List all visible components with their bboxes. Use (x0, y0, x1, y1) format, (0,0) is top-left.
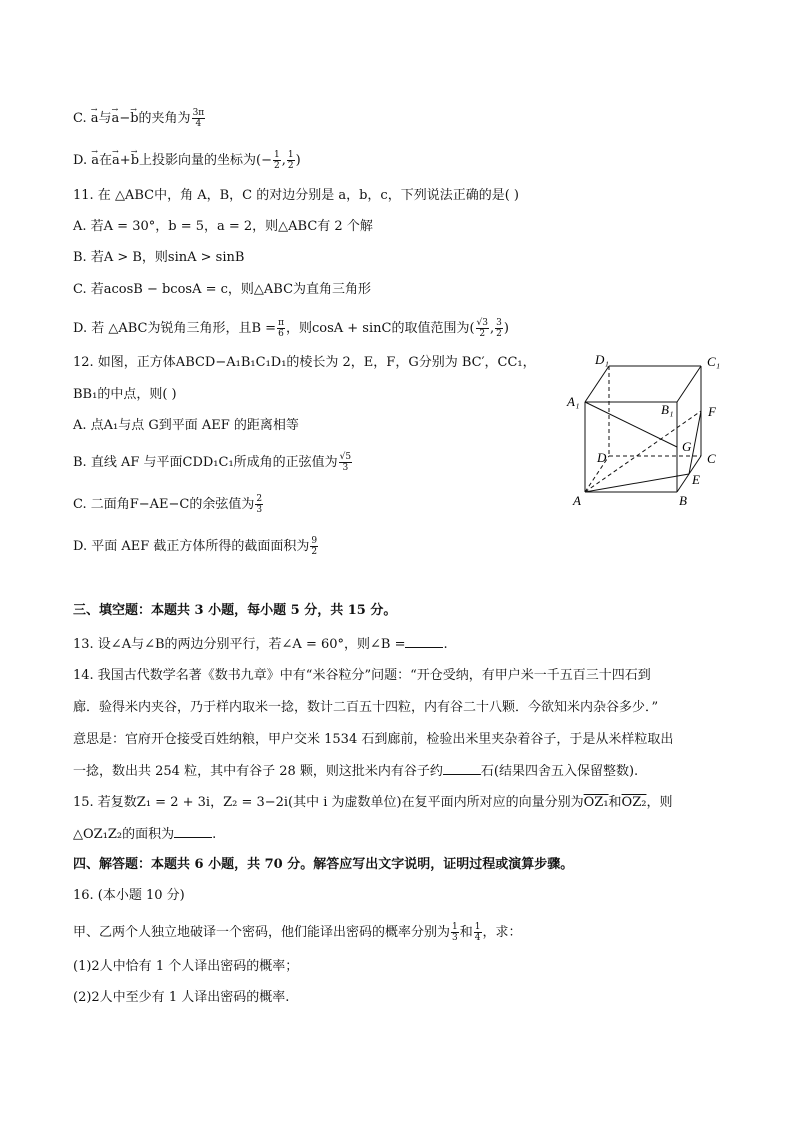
text: 石(结果四舍五入保留整数). (480, 764, 639, 779)
label-a1: A₁ (567, 394, 580, 409)
label-d: D (597, 450, 607, 465)
label-a: A (573, 493, 581, 508)
label-b: B (679, 493, 687, 508)
numerator: π (278, 318, 284, 328)
label-b1: B₁ (661, 402, 674, 417)
fraction (339, 452, 352, 473)
vector-a: → a (91, 152, 99, 170)
text: . (212, 827, 217, 842)
plus: + (119, 153, 131, 168)
q10-option-d (73, 150, 301, 171)
vector-b: → b (131, 152, 139, 170)
fraction (255, 494, 263, 515)
numerator: 9 (311, 536, 318, 546)
denominator: 6 (278, 329, 284, 339)
q11-option-a: A. 若A = 30°，b = 5，a = 2，则△ABC有 2 个解 (73, 219, 373, 234)
answer-blank (405, 635, 443, 648)
vector-a: → a (91, 110, 99, 128)
q15-line1 (73, 794, 672, 812)
text: C. 二面角F−AE−C的余弦值为 (73, 497, 255, 512)
numerator: 3 (496, 318, 502, 328)
label-e: E (692, 472, 700, 487)
text: 甲、乙两个人独立地破译一个密码，他们能译出密码的概率分别为 (73, 925, 451, 940)
text: 和 (608, 795, 622, 810)
text: D. 平面 AEF 截正方体所得的截面面积为 (73, 539, 310, 554)
q11-option-c: C. 若acosB − bcosA = c，则△ABC为直角三角形 (73, 282, 372, 297)
label-g: G (682, 439, 692, 454)
paren: ) (295, 153, 301, 168)
q11-stem: 11. 在 △ABC中，角 A，B，C 的对边分别是 a，b，c，下列说法正确的是( ) (73, 188, 519, 203)
text: 上投影向量的坐标为(− (139, 153, 272, 168)
text: 的夹角为 (138, 111, 191, 126)
minus: − (119, 111, 131, 126)
paren: ) (503, 321, 509, 336)
numerator: 1 (474, 922, 481, 932)
vector-oz1: OZ₁ (583, 795, 609, 810)
q12-stem-line1: 12. 如图，正方体ABCD−A₁B₁C₁D₁的棱长为 2，E，F，G分别为 BC′，CC₁， (73, 355, 536, 370)
text: D. 若 △ABC为锐角三角形，且B = (73, 321, 277, 336)
q16-part2: (2)2人中至少有 1 人译出密码的概率. (73, 990, 290, 1005)
q12-option-c (73, 494, 264, 515)
answer-blank (174, 825, 212, 838)
fraction (287, 150, 295, 171)
label-f: F (708, 404, 716, 419)
q14-line4 (73, 762, 638, 781)
q15-line2 (73, 825, 216, 844)
section-3-title: 三、填空题：本题共 3 小题，每小题 5 分，共 15 分。 (73, 603, 397, 618)
text: ，则 (646, 795, 673, 810)
option-letter: D. (73, 153, 88, 168)
q14-line2: 廊．验得米内夹谷，乃于样内取米一捻，数计二百五十四粒，内有谷二十八颗．今欲知米内杂谷多少．” (73, 700, 659, 715)
denominator: 2 (287, 161, 294, 171)
text: ，求： (482, 925, 522, 940)
text: 在 (99, 153, 113, 168)
vector-oz2: OZ₂ (621, 795, 647, 810)
edge-a1-d1 (585, 366, 609, 402)
label-c: C (707, 451, 716, 466)
label-d1: D₁ (595, 352, 609, 367)
comma: , (281, 153, 286, 168)
fraction (277, 318, 285, 339)
cube-figure (565, 350, 735, 515)
q10-option-c (73, 108, 206, 129)
denominator: 3 (342, 463, 349, 473)
denominator: 2 (496, 329, 502, 339)
text: △OZ₁Z₂的面积为 (73, 827, 175, 842)
numerator: 1 (452, 922, 458, 932)
vector-a: → a (112, 152, 120, 170)
numerator: √3 (476, 318, 488, 328)
denominator: 2 (311, 547, 318, 557)
q14-line1: 14. 我国古代数学名著《数书九章》中有“米谷粒分”问题：“开仓受纳，有甲户米一千五百三十四石到 (73, 668, 651, 683)
q12-option-b (73, 452, 353, 473)
text: 13. 设∠A与∠B的两边分别平行，若∠A = 60°，则∠B = (73, 637, 406, 652)
fraction (474, 922, 482, 943)
denominator: 3 (256, 505, 263, 515)
denominator: 2 (273, 161, 280, 171)
vector-b: → b (130, 110, 138, 128)
denominator: 4 (474, 933, 481, 943)
section-4-title: 四、解答题：本题共 6 小题，共 70 分。解答应写出文字说明，证明过程或演算步骤。 (73, 857, 574, 872)
fraction (310, 536, 318, 557)
answer-blank (443, 762, 481, 775)
text: 15. 若复数Z₁ = 2 + 3i，Z₂ = 3−2i(其中 i 为虚数单位)在复平面内所对应的向量分别为 (73, 795, 584, 810)
label-c1: C₁ (707, 354, 721, 369)
numerator: 2 (256, 494, 263, 504)
denominator: 4 (195, 119, 202, 129)
fraction (273, 150, 281, 171)
q14-line3: 意思是：官府开仓接受百姓纳粮，甲户交米 1534 石到廊前，检验出米里夹杂着谷子，于是从米样粒取出 (73, 732, 674, 747)
edge-b1-c1 (677, 366, 701, 402)
text: 和 (459, 925, 473, 940)
q11-option-b: B. 若A > B，则sinA > sinB (73, 250, 245, 265)
fraction (495, 318, 503, 339)
segment-a-e (585, 474, 689, 492)
q12-stem-line2: BB₁的中点，则( ) (73, 387, 177, 402)
numerator: √5 (339, 452, 352, 462)
option-letter: C. (73, 111, 87, 126)
denominator: 2 (479, 329, 486, 339)
fraction (451, 922, 459, 943)
numerator: 1 (273, 150, 280, 160)
text: B. 直线 AF 与平面CDD₁C₁所成角的正弦值为 (73, 455, 338, 470)
q16-stem (73, 922, 522, 943)
numerator: 1 (287, 150, 294, 160)
denominator: 3 (452, 933, 458, 943)
vector-a: → a (112, 110, 120, 128)
q12-option-a: A. 点A₁与点 G到平面 AEF 的距离相等 (73, 418, 299, 433)
numerator: 3π (192, 108, 205, 118)
q16-head: 16. (本小题 10 分) (73, 888, 185, 903)
text: ，则cosA + sinC的取值范围为( (285, 321, 475, 336)
text: . (443, 637, 448, 652)
q13 (73, 635, 448, 654)
q12-option-d (73, 536, 319, 557)
fraction (192, 108, 206, 129)
text: 一捻，数出共 254 粒，其中有谷子 28 颗，则这批米内有谷子约 (73, 764, 443, 779)
comma: , (490, 321, 495, 336)
q11-option-d (73, 318, 509, 339)
text: 与 (98, 111, 112, 126)
q16-part1: (1)2人中恰有 1 个人译出密码的概率； (73, 959, 299, 974)
fraction (476, 318, 489, 339)
